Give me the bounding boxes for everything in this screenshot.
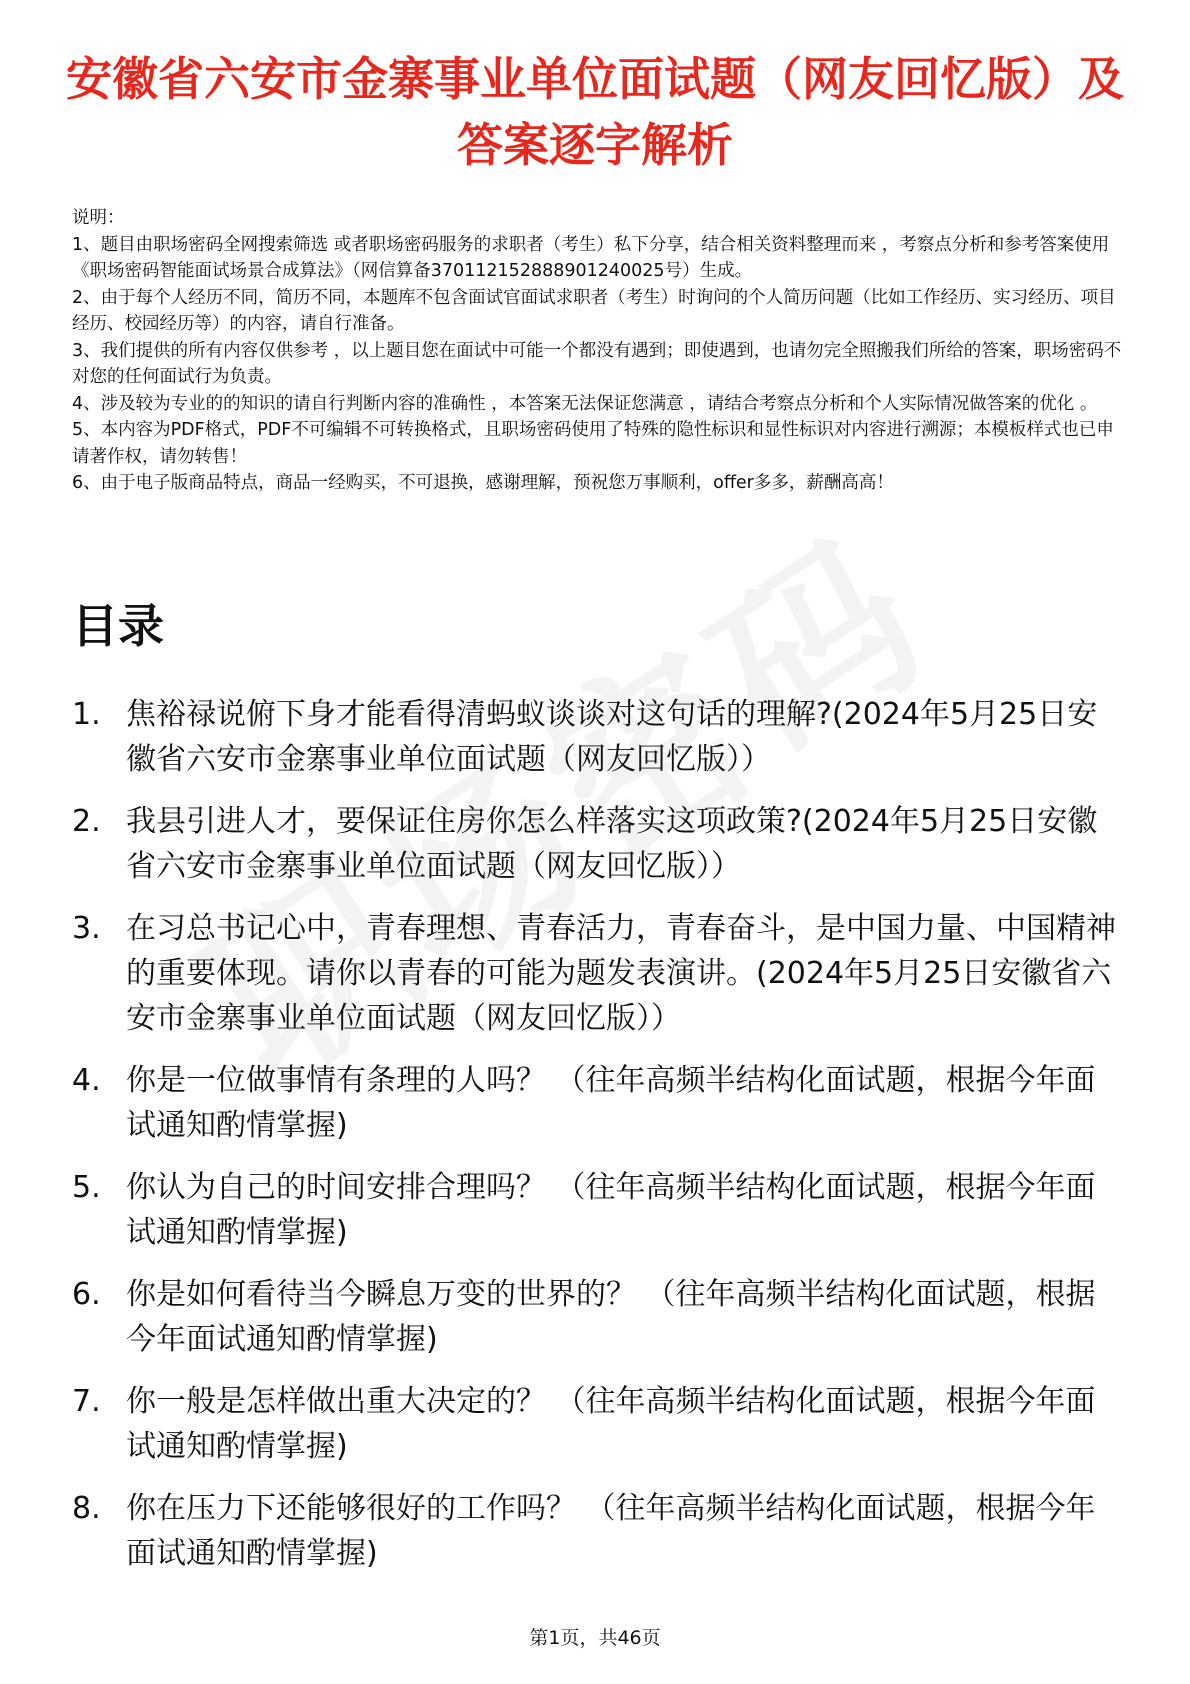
toc-item-number: 2. <box>72 804 101 839</box>
toc-item[interactable] <box>72 1272 1122 1362</box>
toc-item-number: 1. <box>72 697 101 732</box>
note-item: 1、题目由职场密码全网搜索筛选 或者职场密码服务的求职者（考生）私下分享，结合相关资料整理而来 ，考察点分析和参考答案使用《职场密码智能面试场景合成算法》（网信算备370112152888901240025号）生成。 <box>72 234 1110 281</box>
notes-label: 说明： <box>72 208 125 228</box>
toc-item[interactable] <box>72 1165 1122 1255</box>
toc-item-number: 8. <box>72 1491 101 1526</box>
notes-section <box>72 205 1122 497</box>
toc-item-number: 7. <box>72 1384 101 1419</box>
toc-item[interactable] <box>72 1486 1122 1576</box>
toc-item-text: 焦裕禄说俯下身才能看得清蚂蚁谈谈对这句话的理解?(2024年5月25日安徽省六安市金寨事业单位面试题（网友回忆版）） <box>126 697 1098 777</box>
toc-item-number: 3. <box>72 911 101 946</box>
toc-item-number: 6. <box>72 1277 101 1312</box>
toc-item-text: 我县引进人才，要保证住房你怎么样落实这项政策?(2024年5月25日安徽省六安市金寨事业单位面试题（网友回忆版）） <box>126 804 1098 884</box>
toc-item-text: 你是如何看待当今瞬息万变的世界的？ （往年高频半结构化面试题，根据今年面试通知酌情掌握) <box>126 1277 1096 1357</box>
toc-item-text: 你在压力下还能够很好的工作吗？ （往年高频半结构化面试题，根据今年面试通知酌情掌握) <box>126 1491 1096 1571</box>
toc-item[interactable] <box>72 692 1122 782</box>
page-footer: 第1页，共46页 <box>529 1627 661 1649</box>
toc-item[interactable] <box>72 906 1122 1041</box>
toc-item[interactable] <box>72 1058 1122 1148</box>
note-item: 2、由于每个人经历不同，简历不同，本题库不包含面试官面试求职者（考生）时询问的个人简历问题（比如工作经历、实习经历、项目经历、校园经历等）的内容，请自行准备。 <box>72 287 1116 334</box>
note-item: 6、由于电子版商品特点，商品一经购买，不可退换，感谢理解，预祝您万事顺利，offer多多，薪酬高高！ <box>72 473 894 493</box>
toc-heading: 目录 <box>72 599 164 653</box>
note-item: 3、我们提供的所有内容仅供参考 ，以上题目您在面试中可能一个都没有遇到；即使遇到，也请勿完全照搬我们所给的答案，职场密码不对您的任何面试行为负责。 <box>72 340 1122 387</box>
table-of-contents <box>72 692 1122 1593</box>
toc-item-number: 5. <box>72 1170 101 1205</box>
toc-item-text: 你认为自己的时间安排合理吗？ （往年高频半结构化面试题，根据今年面试通知酌情掌握) <box>126 1170 1096 1250</box>
toc-item[interactable] <box>72 799 1122 889</box>
document-title: 安徽省六安市金寨事业单位面试题（网友回忆版）及答案逐字解析 <box>66 52 1124 172</box>
toc-item-text: 在习总书记心中，青春理想、青春活力，青春奋斗，是中国力量、中国精神的重要体现。请你以青春的可能为题发表演讲。(2024年5月25日安徽省六安市金寨事业单位面试题（网友回忆版）） <box>126 911 1116 1036</box>
toc-item[interactable] <box>72 1379 1122 1469</box>
toc-item-number: 4. <box>72 1063 101 1098</box>
note-item: 5、本内容为PDF格式，PDF不可编辑不可转换格式，且职场密码使用了特殊的隐性标识和显性标识对内容进行溯源；本模板样式也已申请著作权，请勿转售！ <box>72 420 1114 467</box>
toc-item-text: 你一般是怎样做出重大决定的？ （往年高频半结构化面试题，根据今年面试通知酌情掌握) <box>126 1384 1096 1464</box>
note-item: 4、涉及较为专业的的知识的请自行判断内容的准确性 ，本答案无法保证您满意 ，请结合考察点分析和个人实际情况做答案的优化 。 <box>72 393 1098 414</box>
toc-item-text: 你是一位做事情有条理的人吗？ （往年高频半结构化面试题，根据今年面试通知酌情掌握) <box>126 1063 1096 1143</box>
